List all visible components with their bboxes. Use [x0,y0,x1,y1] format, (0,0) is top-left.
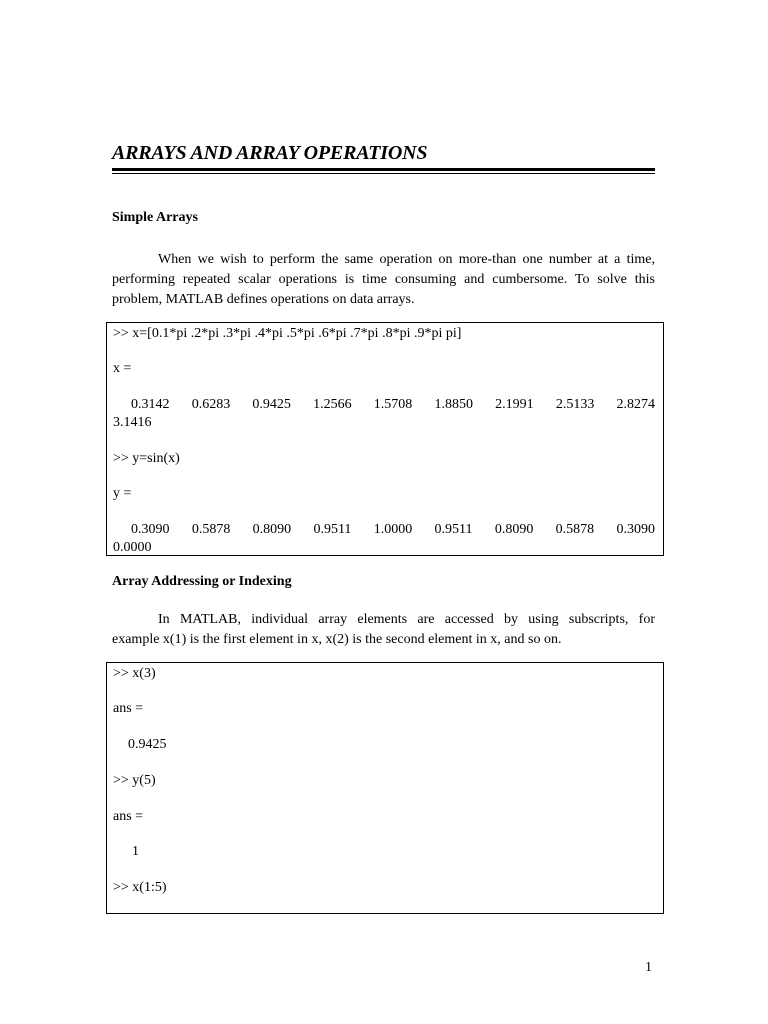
y-value: 0.8090 [252,522,292,537]
code-line-ans-value: 0.9425 [128,737,167,752]
paragraph-simple-arrays [112,250,655,310]
page-number: 1 [645,960,652,975]
y-value: 0.3090 [616,522,655,537]
x-value: 0.6283 [191,397,231,412]
paragraph-line: When we wish to perform the same operation on more-than one number at a time, [158,252,655,267]
paragraph-line: performing repeated scalar operations is time consuming and cumbersome. To solve this [112,272,655,287]
x-value: 0.3142 [131,397,170,412]
code-x-values-row [113,396,655,414]
code-line-cmd-x3: >> x(3) [113,666,156,681]
paragraph-line: problem, MATLAB defines operations on data arrays. [112,292,415,307]
code-line-cmd-x-range: >> x(1:5) [113,880,167,895]
code-x-wrap-value: 3.1416 [113,415,152,430]
y-value: 0.5878 [555,522,595,537]
section-heading-simple-arrays: Simple Arrays [112,210,198,225]
x-value: 0.9425 [252,397,291,412]
paragraph-array-addressing [112,610,655,650]
code-block-array-addressing [106,662,664,914]
title-rule-thick [112,168,655,171]
x-value: 1.8850 [434,397,473,412]
paragraph-line: example x(1) is the first element in x, x(2) is the second element in x, and so on. [112,632,562,647]
code-y-wrap-value: 0.0000 [113,540,152,555]
x-value: 2.5133 [555,397,595,412]
x-value: 1.2566 [313,397,352,412]
code-line-cmd-x: >> x=[0.1*pi .2*pi .3*pi .4*pi .5*pi .6*pi .7*pi .8*pi .9*pi pi] [113,326,462,341]
y-value: 1.0000 [373,522,413,537]
code-y-values-row [113,521,655,539]
y-value: 0.3090 [131,522,170,537]
code-line-ans-value: 1 [132,844,139,859]
code-line-ans-label: ans = [113,701,144,716]
y-value: 0.8090 [494,522,534,537]
code-line-cmd-y5: >> y(5) [113,773,156,788]
paragraph-line: In MATLAB, individual array elements are accessed by using subscripts, for [158,612,655,627]
x-value: 2.1991 [495,397,534,412]
code-line-ans-label: ans = [113,809,144,824]
x-value: 2.8274 [616,397,655,412]
x-value: 1.5708 [373,397,413,412]
y-value: 0.5878 [191,522,231,537]
y-value: 0.9511 [434,522,473,537]
code-line-x-label: x = [113,361,132,376]
page-title: ARRAYS AND ARRAY OPERATIONS [112,142,428,164]
title-rule-thin [112,173,655,174]
section-heading-array-addressing: Array Addressing or Indexing [112,574,292,589]
code-line-cmd-y: >> y=sin(x) [113,451,180,466]
code-line-y-label: y = [113,486,132,501]
y-value: 0.9511 [313,522,352,537]
